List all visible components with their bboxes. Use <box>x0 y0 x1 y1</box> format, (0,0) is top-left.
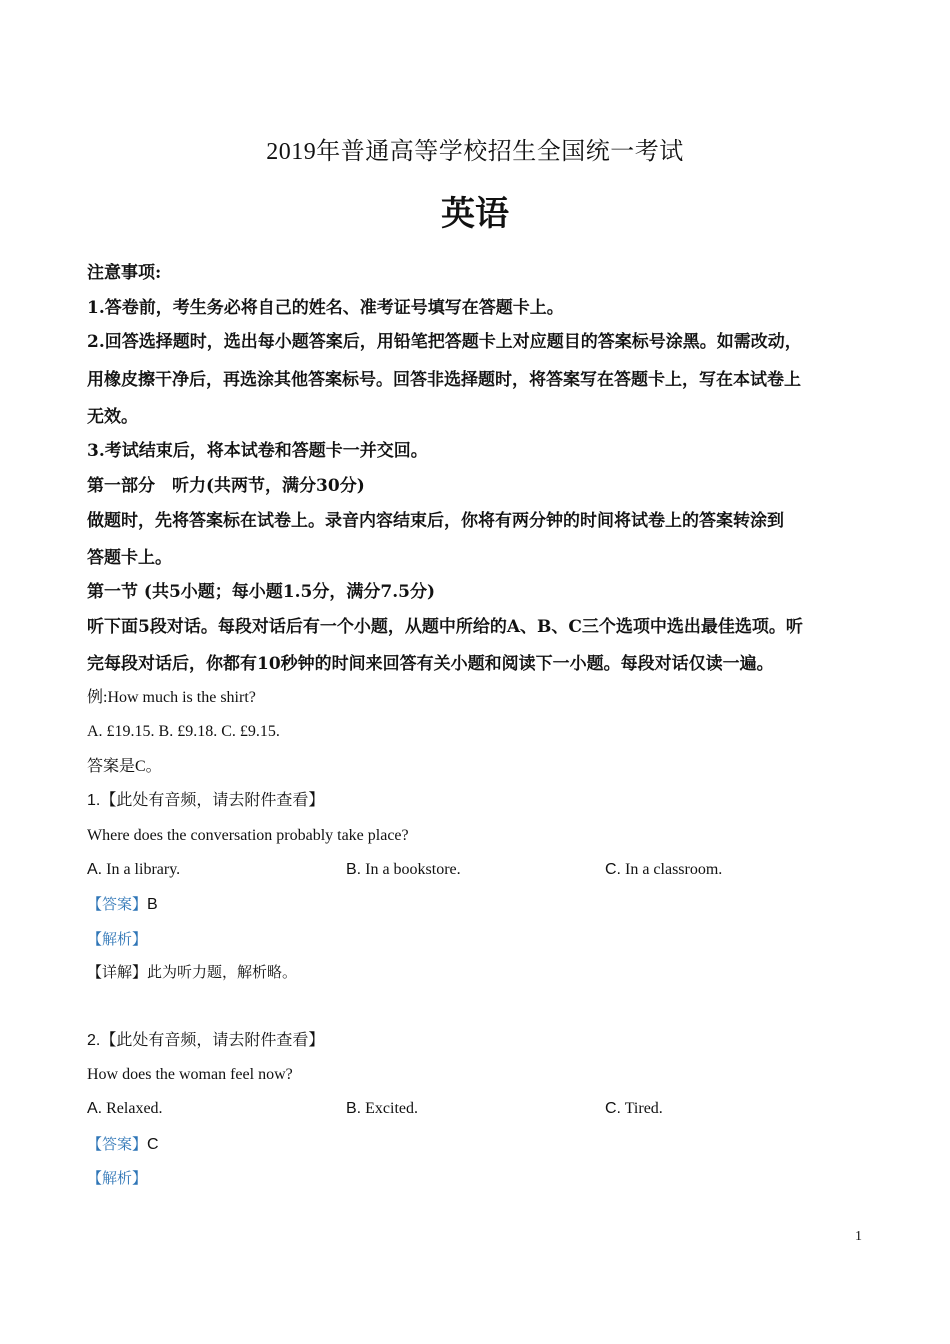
section1-heading: 第一节 (共5小题；每小题1.5分，满分7.5分) <box>87 582 435 602</box>
subject-title: 英语 <box>441 194 509 234</box>
option-letter: A. <box>87 1100 103 1117</box>
question-2-text: How does the woman feel now? <box>87 1066 293 1083</box>
notice-item-1: 1.答卷前，考生务必将自己的姓名、准考证号填写在答题卡上。 <box>87 298 564 318</box>
notice-item-2-line-1: 2.回答选择题时，选出每小题答案后，用铅笔把答题卡上对应题目的答案标号涂黑。如需改动， <box>87 332 802 352</box>
analysis-tag: 【解析】 <box>87 1169 148 1187</box>
question-number: 2. <box>87 1032 101 1049</box>
option-text: Relaxed. <box>106 1100 163 1117</box>
question-1-option-b <box>346 858 461 882</box>
notice-item-2-line-2: 用橡皮擦干净后，再选涂其他答案标号。回答非选择题时，将答案写在答题卡上，写在本试卷上 <box>87 370 801 390</box>
question-1-answer <box>87 892 867 917</box>
audio-note: 【此处有音频，请去附件查看】 <box>100 1032 325 1049</box>
option-letter: A. <box>87 861 103 878</box>
option-text: In a bookstore. <box>365 861 461 878</box>
question-2-option-b <box>346 1097 418 1121</box>
answer-tag: 【答案】 <box>87 1135 148 1153</box>
section1-instruction-line-2: 完每段对话后，你都有10秒钟的时间来回答有关小题和阅读下一小题。每段对话仅读一遍。 <box>87 654 774 674</box>
option-text: Excited. <box>365 1100 418 1117</box>
example-options: A. £19.15. B. £9.18. C. £9.15. <box>87 723 280 740</box>
analysis-tag: 【解析】 <box>87 930 148 948</box>
question-2-header <box>87 1029 867 1053</box>
question-1-text: Where does the conversation probably take place? <box>87 827 409 844</box>
question-1-option-a <box>87 858 180 882</box>
question-number: 1. <box>87 792 101 809</box>
page-number: 1 <box>855 1229 862 1244</box>
option-letter: C. <box>605 861 621 878</box>
question-1-detail: 【详解】此为听力题，解析略。 <box>87 965 298 981</box>
example-question: 例:How much is the shirt? <box>87 689 256 706</box>
question-2-option-c <box>605 1097 663 1121</box>
notice-item-2-line-3: 无效。 <box>87 407 138 427</box>
question-1-header <box>87 789 867 813</box>
question-1-option-c <box>605 858 722 882</box>
part1-instruction-line-2: 答题卡上。 <box>87 548 172 568</box>
answer-tag: 【答案】 <box>87 895 148 913</box>
question-2-answer <box>87 1132 867 1157</box>
option-letter: B. <box>346 861 362 878</box>
notice-heading: 注意事项: <box>87 263 162 283</box>
question-1-analysis <box>87 927 867 952</box>
option-text: In a classroom. <box>625 861 723 878</box>
answer-value: B <box>147 896 158 913</box>
question-2-analysis <box>87 1166 867 1191</box>
option-text: Tired. <box>624 1100 663 1117</box>
exam-title: 2019年普通高等学校招生全国统一考试 <box>266 139 684 165</box>
answer-value: C <box>147 1136 159 1153</box>
section1-instruction-line-1: 听下面5段对话。每段对话后有一个小题，从题中所给的A、B、C三个选项中选出最佳选项。听 <box>87 617 803 637</box>
part1-instruction-line-1: 做题时，先将答案标在试卷上。录音内容结束后，你将有两分钟的时间将试卷上的答案转涂到 <box>87 511 784 531</box>
option-letter: C. <box>605 1100 621 1117</box>
example-answer: 答案是C。 <box>87 758 162 775</box>
option-text: In a library. <box>106 861 181 878</box>
part1-heading: 第一部分 听力(共两节，满分30分) <box>87 476 365 496</box>
notice-item-3: 3.考试结束后，将本试卷和答题卡一并交回。 <box>87 441 428 461</box>
option-letter: B. <box>346 1100 362 1117</box>
audio-note: 【此处有音频，请去附件查看】 <box>100 792 325 809</box>
question-2-option-a <box>87 1097 163 1121</box>
